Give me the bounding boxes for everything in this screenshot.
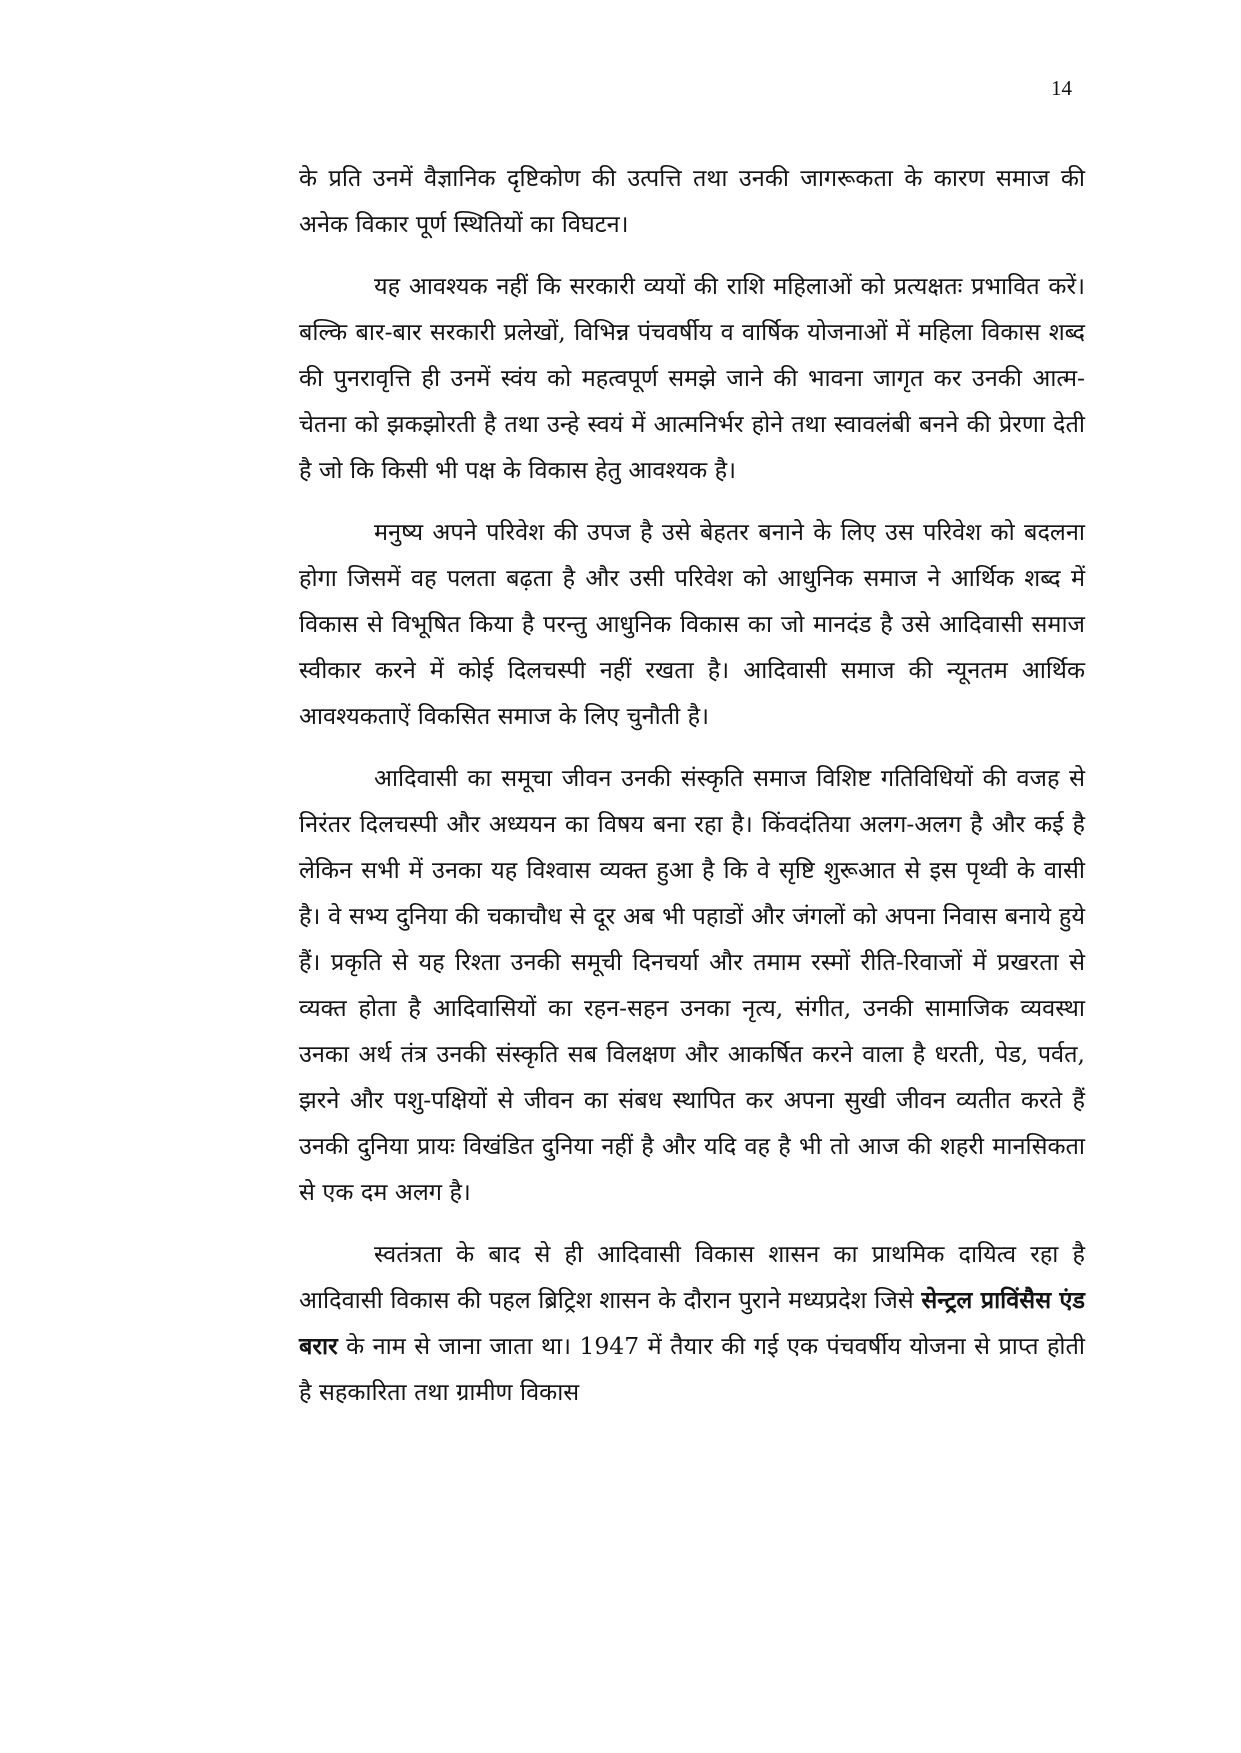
page-number: 14 [1051, 76, 1072, 100]
document-body [299, 155, 1085, 1431]
paragraph-5-text-before: स्वतंत्रता के बाद से ही आदिवासी विकास शासन का प्राथमिक दायित्व रहा है आदिवासी विकास की पहल ब्रिट्रिश शासन के दौरान पुराने मध्यप्रदेश जिसे [299, 1240, 1085, 1314]
paragraph-1: के प्रति उनमें वैज्ञानिक दृष्टिकोण की उत्पत्ति तथा उनकी जागरूकता के कारण समाज की अनेक विकार पूर्ण स्थितियों का विघटन। [299, 164, 1085, 238]
paragraph-4: आदिवासी का समूचा जीवन उनकी संस्कृति समाज विशिष्ट गतिविधियों की वजह से निरंतर दिलचस्पी और अध्ययन का विषय बना रहा है। किंवदंतिया अलग-अलग है और कई है लेकिन सभी में उनका यह विश्वास व्यक्त हुआ है कि वे सृष्टि शुरूआत से इस पृथ्वी के वासी है। वे सभ्य दुनिया की चकाचौध से दूर अब भी पहाडों और जंगलों को अपना निवास बनाये हुये हैं। प्रकृति से यह रिश्ता उनकी समूची दिनचर्या और तमाम रस्मों रीति-रिवाजों में प्रखरता से व्यक्त होता है आदिवासियों का रहन-सहन उनका नृत्य, संगीत, उनकी सामाजिक व्यवस्था उनका अर्थ तंत्र उनकी संस्कृति सब विलक्षण और आकर्षित करने वाला है धरती, पेड, पर्वत, झरने और पशु-पक्षियों से जीवन का संबध स्थापित कर अपना सुखी जीवन व्यतीत करते हैं उनकी दुनिया प्रायः विखंडित दुनिया नहीं है और यदि वह है भी तो आज की शहरी मानसिकता से एक दम अलग है। [299, 764, 1085, 1206]
paragraph-5-text-after: के नाम से जाना जाता था। 1947 में तैयार की गई एक पंचवर्षीय योजना से प्राप्त होती है सहकारिता तथा ग्रामीण विकास [299, 1332, 1085, 1406]
paragraph-3: मनुष्य अपने परिवेश की उपज है उसे बेहतर बनाने के लिए उस परिवेश को बदलना होगा जिसमें वह पलता बढ़ता है और उसी परिवेश को आधुनिक समाज ने आर्थिक शब्द में विकास से विभूषित किया है परन्तु आधुनिक विकास का जो मानदंड है उसे आदिवासी समाज स्वीकार करने में कोई दिलचस्पी नहीं रखता है। आदिवासी समाज की न्यूनतम आर्थिक आवश्यकताऐं विकसित समाज के लिए चुनौती है। [299, 518, 1085, 730]
paragraph-2: यह आवश्यक नहीं कि सरकारी व्ययों की राशि महिलाओं को प्रत्यक्षतः प्रभावित करें। बल्कि बार-बार सरकारी प्रलेखों, विभिन्न पंचवर्षीय व वार्षिक योजनाओं में महिला विकास शब्द की पुनरावृत्ति ही उनमें स्वंय को महत्वपूर्ण समझे जाने की भावना जागृत कर उनकी आत्म-चेतना को झकझोरती है तथा उन्हे स्वयं में आत्मनिर्भर होने तथा स्वावलंबी बनने की प्रेरणा देती है जो कि किसी भी पक्ष के विकास हेतु आवश्यक है। [299, 272, 1085, 484]
bold-term: सेन्ट्रल प्राविंसैस एंड बरार [299, 1286, 1085, 1360]
paragraph-5 [299, 1231, 1085, 1415]
